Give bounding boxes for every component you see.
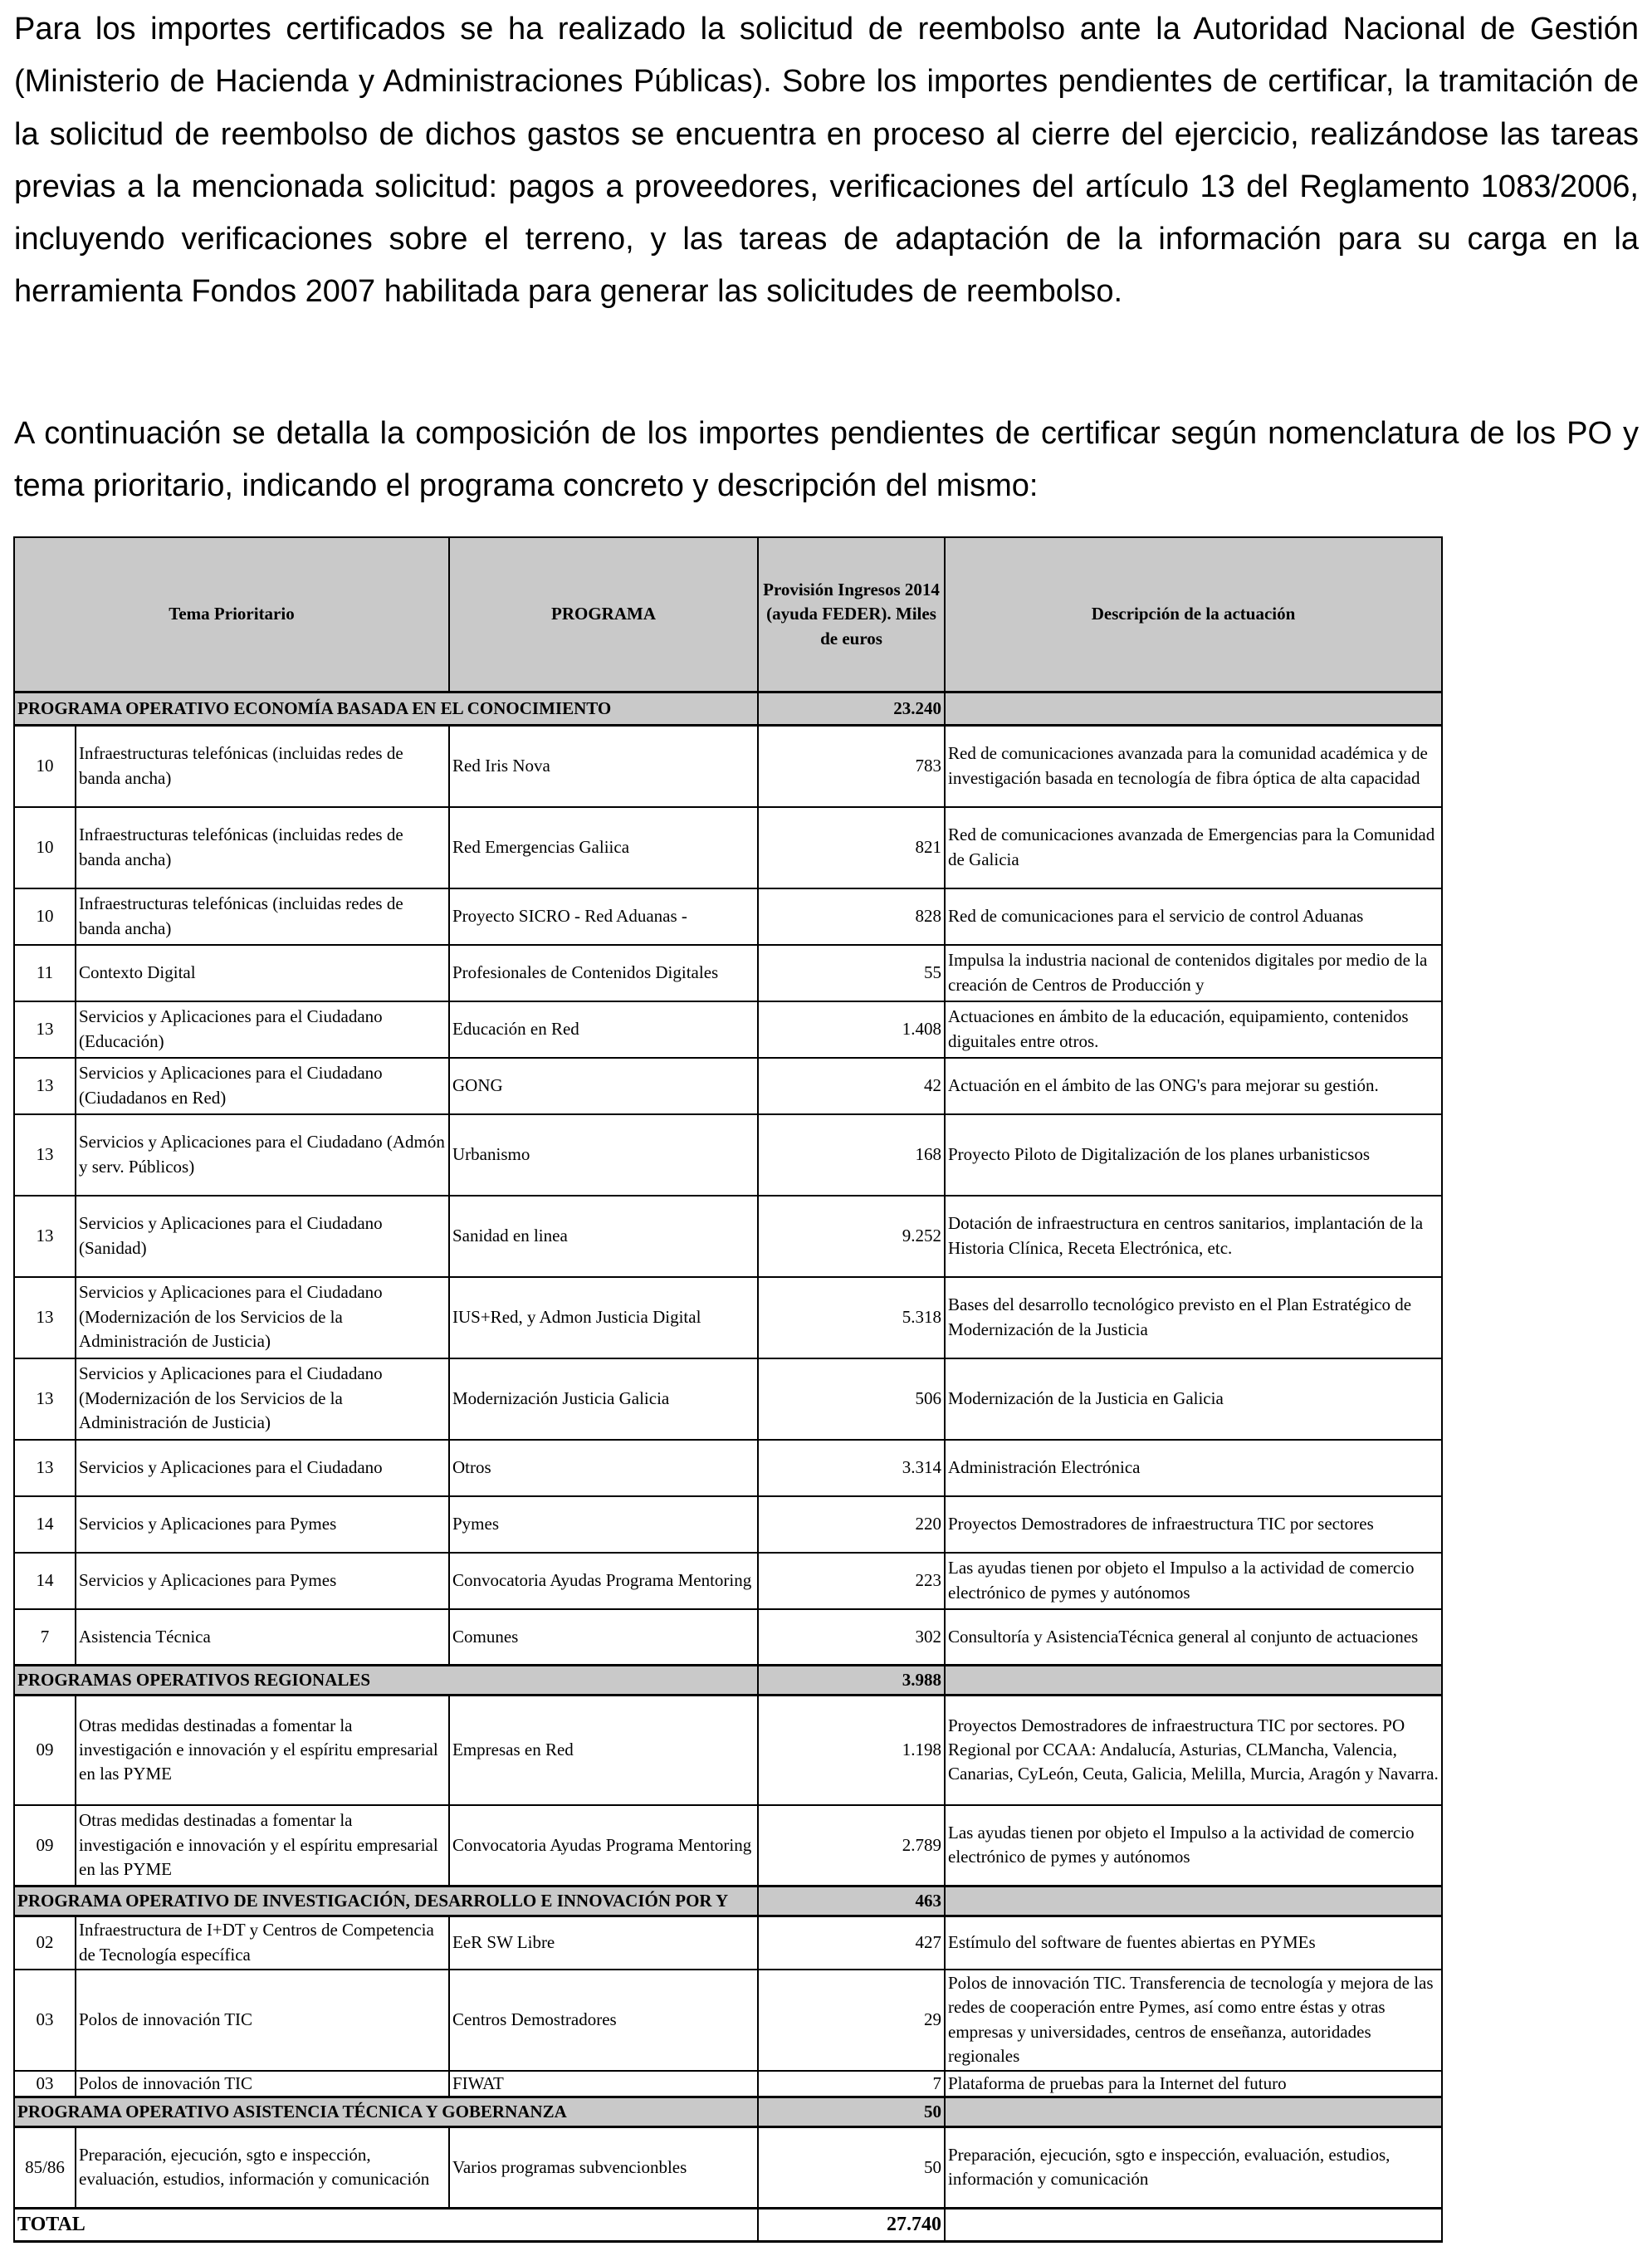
header-tema: Tema Prioritario [14, 537, 449, 692]
section-blank [945, 1666, 1442, 1696]
tema-code: 85/86 [14, 2126, 76, 2208]
actuacion-desc: Red de comunicaciones para el servicio de control Aduanas [945, 888, 1442, 945]
tema-name: Otras medidas destinadas a fomentar la investigación e innovación y el espíritu empresarial en las PYME [76, 1805, 449, 1887]
actuacion-desc: Administración Electrónica [945, 1440, 1442, 1496]
programa-name: Proyecto SICRO - Red Aduanas - [449, 888, 758, 945]
tema-code: 09 [14, 1805, 76, 1887]
pending-amounts-table [13, 536, 1443, 2243]
total-row [14, 2208, 1442, 2241]
tema-name: Preparación, ejecución, sgto e inspección, evaluación, estudios, información y comunicación [76, 2126, 449, 2208]
tema-name: Servicios y Aplicaciones para el Ciudadano (Ciudadanos en Red) [76, 1058, 449, 1114]
tema-name: Servicios y Aplicaciones para el Ciudadano [76, 1440, 449, 1496]
tema-name: Polos de innovación TIC [76, 2071, 449, 2097]
provision-amount: 5.318 [758, 1277, 945, 1358]
tema-name: Servicios y Aplicaciones para el Ciudadano (Admón y serv. Públicos) [76, 1114, 449, 1196]
actuacion-desc: Modernización de la Justicia en Galicia [945, 1358, 1442, 1440]
actuacion-desc: Polos de innovación TIC. Transferencia de tecnología y mejora de las redes de cooperación entre Pymes, así como entre éstas y otras empresas y universidades, centros de enseñanza, autoridades regionales [945, 1970, 1442, 2071]
actuacion-desc: Las ayudas tienen por objeto el Impulso a la actividad de comercio electrónico de pymes y autónomos [945, 1805, 1442, 1887]
tema-code: 09 [14, 1696, 76, 1805]
header-provision: Provisión Ingresos 2014 (ayuda FEDER). Miles de euros [758, 537, 945, 692]
programa-name: IUS+Red, y Admon Justicia Digital [449, 1277, 758, 1358]
tema-name: Servicios y Aplicaciones para el Ciudadano (Sanidad) [76, 1196, 449, 1277]
tema-code: 10 [14, 807, 76, 888]
section-row [14, 2097, 1442, 2126]
programa-name: Sanidad en linea [449, 1196, 758, 1277]
provision-amount: 9.252 [758, 1196, 945, 1277]
tema-name: Otras medidas destinadas a fomentar la investigación e innovación y el espíritu empresarial en las PYME [76, 1696, 449, 1805]
programa-name: Empresas en Red [449, 1696, 758, 1805]
section-amount: 50 [758, 2097, 945, 2126]
table-row [14, 1277, 1442, 1358]
tema-name: Infraestructuras telefónicas (incluidas redes de banda ancha) [76, 807, 449, 888]
section-row [14, 692, 1442, 726]
programa-name: Convocatoria Ayudas Programa Mentoring [449, 1805, 758, 1887]
actuacion-desc: Bases del desarrollo tecnológico previsto en el Plan Estratégico de Modernización de la Justicia [945, 1277, 1442, 1358]
table-row [14, 1001, 1442, 1058]
tema-code: 14 [14, 1496, 76, 1553]
provision-amount: 42 [758, 1058, 945, 1114]
tema-code: 02 [14, 1916, 76, 1970]
table-header-row [14, 537, 1442, 692]
actuacion-desc: Plataforma de pruebas para la Internet del futuro [945, 2071, 1442, 2097]
provision-amount: 223 [758, 1553, 945, 1609]
actuacion-desc: Consultoría y AsistenciaTécnica general al conjunto de actuaciones [945, 1609, 1442, 1666]
header-programa: PROGRAMA [449, 537, 758, 692]
tema-name: Asistencia Técnica [76, 1609, 449, 1666]
tema-code: 13 [14, 1114, 76, 1196]
programa-name: EeR SW Libre [449, 1916, 758, 1970]
programa-name: GONG [449, 1058, 758, 1114]
total-amount: 27.740 [758, 2208, 945, 2241]
provision-amount: 1.198 [758, 1696, 945, 1805]
tema-code: 13 [14, 1277, 76, 1358]
actuacion-desc: Dotación de infraestructura en centros sanitarios, implantación de la Historia Clínica, Receta Electrónica, etc. [945, 1196, 1442, 1277]
tema-code: 13 [14, 1058, 76, 1114]
actuacion-desc: Proyectos Demostradores de infraestructura TIC por sectores [945, 1496, 1442, 1553]
actuacion-desc: Estímulo del software de fuentes abiertas en PYMEs [945, 1916, 1442, 1970]
provision-amount: 55 [758, 945, 945, 1001]
tema-name: Infraestructura de I+DT y Centros de Competencia de Tecnología específica [76, 1916, 449, 1970]
provision-amount: 427 [758, 1916, 945, 1970]
intro-paragraph: Para los importes certificados se ha realizado la solicitud de reembolso ante la Autoridad Nacional de Gestión (Ministerio de Hacienda y Administraciones Públicas). Sobre los importes pendientes de certificar, la tramitación de la solicitud de reembolso de dichos gastos se encuentra en proceso al cierre del ejercicio, realizándose las tareas previas a la mencionada solicitud: pagos a proveedores, verificaciones del artículo 13 del Reglamento 1083/2006, incluyendo verificaciones sobre el terreno, y las tareas de adaptación de la información para su carga en la herramienta Fondos 2007 habilitada para generar las solicitudes de reembolso. [14, 12, 1639, 310]
table-row [14, 1553, 1442, 1609]
provision-amount: 50 [758, 2126, 945, 2208]
programa-name: Educación en Red [449, 1001, 758, 1058]
tema-name: Contexto Digital [76, 945, 449, 1001]
actuacion-desc: Proyecto Piloto de Digitalización de los planes urbanisticsos [945, 1114, 1442, 1196]
tema-code: 03 [14, 1970, 76, 2071]
detail-paragraph: A continuación se detalla la composición de los importes pendientes de certificar según nomenclatura de los PO y tema prioritario, indicando el programa concreto y descripción del mismo: [14, 416, 1639, 504]
table-row [14, 1196, 1442, 1277]
section-title: PROGRAMAS OPERATIVOS REGIONALES [14, 1666, 758, 1696]
programa-name: Pymes [449, 1496, 758, 1553]
tema-name: Infraestructuras telefónicas (incluidas redes de banda ancha) [76, 726, 449, 807]
tema-code: 13 [14, 1001, 76, 1058]
actuacion-desc: Impulsa la industria nacional de contenidos digitales por medio de la creación de Centros de Producción y [945, 945, 1442, 1001]
provision-amount: 821 [758, 807, 945, 888]
actuacion-desc: Actuación en el ámbito de las ONG's para mejorar su gestión. [945, 1058, 1442, 1114]
header-descripcion: Descripción de la actuación [945, 537, 1442, 692]
section-amount: 463 [758, 1887, 945, 1916]
tema-code: 13 [14, 1196, 76, 1277]
section-blank [945, 692, 1442, 726]
section-blank [945, 1887, 1442, 1916]
section-amount: 3.988 [758, 1666, 945, 1696]
section-title: PROGRAMA OPERATIVO ASISTENCIA TÉCNICA Y GOBERNANZA [14, 2097, 758, 2126]
table-row [14, 1058, 1442, 1114]
table-row [14, 1114, 1442, 1196]
section-amount: 23.240 [758, 692, 945, 726]
programa-name: Profesionales de Contenidos Digitales [449, 945, 758, 1001]
programa-name: Urbanismo [449, 1114, 758, 1196]
provision-amount: 1.408 [758, 1001, 945, 1058]
tema-code: 13 [14, 1440, 76, 1496]
programa-name: Red Iris Nova [449, 726, 758, 807]
programa-name: Red Emergencias Galiica [449, 807, 758, 888]
tema-name: Servicios y Aplicaciones para Pymes [76, 1553, 449, 1609]
programa-name: Otros [449, 1440, 758, 1496]
table-row [14, 1696, 1442, 1805]
tema-name: Infraestructuras telefónicas (incluidas redes de banda ancha) [76, 888, 449, 945]
provision-amount: 2.789 [758, 1805, 945, 1887]
table-body [14, 692, 1442, 2242]
programa-name: Modernización Justicia Galicia [449, 1358, 758, 1440]
table-row [14, 1440, 1442, 1496]
tema-code: 13 [14, 1358, 76, 1440]
tema-code: 10 [14, 726, 76, 807]
provision-amount: 302 [758, 1609, 945, 1666]
table-row [14, 2071, 1442, 2097]
tema-code: 14 [14, 1553, 76, 1609]
table-row [14, 888, 1442, 945]
section-title: PROGRAMA OPERATIVO DE INVESTIGACIÓN, DESARROLLO E INNOVACIÓN POR Y [14, 1887, 758, 1916]
provision-amount: 220 [758, 1496, 945, 1553]
section-title: PROGRAMA OPERATIVO ECONOMÍA BASADA EN EL CONOCIMIENTO [14, 692, 758, 726]
tema-name: Servicios y Aplicaciones para Pymes [76, 1496, 449, 1553]
table-row [14, 945, 1442, 1001]
table-row [14, 1970, 1442, 2071]
programa-name: FIWAT [449, 2071, 758, 2097]
programa-name: Centros Demostradores [449, 1970, 758, 2071]
tema-code: 7 [14, 1609, 76, 1666]
programa-name: Convocatoria Ayudas Programa Mentoring [449, 1553, 758, 1609]
actuacion-desc: Preparación, ejecución, sgto e inspección, evaluación, estudios, información y comunicación [945, 2126, 1442, 2208]
table-row [14, 807, 1442, 888]
table-row [14, 726, 1442, 807]
provision-amount: 29 [758, 1970, 945, 2071]
table-row [14, 1358, 1442, 1440]
provision-amount: 168 [758, 1114, 945, 1196]
section-blank [945, 2097, 1442, 2126]
total-blank [945, 2208, 1442, 2241]
table-row [14, 1609, 1442, 1666]
tema-name: Polos de innovación TIC [76, 1970, 449, 2071]
actuacion-desc: Red de comunicaciones avanzada de Emergencias para la Comunidad de Galicia [945, 807, 1442, 888]
table-row [14, 1916, 1442, 1970]
actuacion-desc: Actuaciones en ámbito de la educación, equipamiento, contenidos diguitales entre otros. [945, 1001, 1442, 1058]
provision-amount: 506 [758, 1358, 945, 1440]
provision-amount: 3.314 [758, 1440, 945, 1496]
programa-name: Comunes [449, 1609, 758, 1666]
tema-name: Servicios y Aplicaciones para el Ciudadano (Educación) [76, 1001, 449, 1058]
provision-amount: 783 [758, 726, 945, 807]
tema-code: 03 [14, 2071, 76, 2097]
total-label: TOTAL [14, 2208, 758, 2241]
actuacion-desc: Las ayudas tienen por objeto el Impulso a la actividad de comercio electrónico de pymes y autónomos [945, 1553, 1442, 1609]
actuacion-desc: Red de comunicaciones avanzada para la comunidad académica y de investigación basada en tecnología de fibra óptica de alta capacidad [945, 726, 1442, 807]
provision-amount: 7 [758, 2071, 945, 2097]
tema-name: Servicios y Aplicaciones para el Ciudadano (Modernización de los Servicios de la Administración de Justicia) [76, 1358, 449, 1440]
table-row [14, 2126, 1442, 2208]
table-row [14, 1496, 1442, 1553]
programa-name: Varios programas subvencionbles [449, 2126, 758, 2208]
provision-amount: 828 [758, 888, 945, 945]
actuacion-desc: Proyectos Demostradores de infraestructura TIC por sectores. PO Regional por CCAA: Andalucía, Asturias, CLMancha, Valencia, Canarias, CyLeón, Ceuta, Galicia, Melilla, Murcia, Aragón y Navarra. [945, 1696, 1442, 1805]
tema-name: Servicios y Aplicaciones para el Ciudadano (Modernización de los Servicios de la Administración de Justicia) [76, 1277, 449, 1358]
section-row [14, 1887, 1442, 1916]
section-row [14, 1666, 1442, 1696]
tema-code: 10 [14, 888, 76, 945]
table-row [14, 1805, 1442, 1887]
tema-code: 11 [14, 945, 76, 1001]
